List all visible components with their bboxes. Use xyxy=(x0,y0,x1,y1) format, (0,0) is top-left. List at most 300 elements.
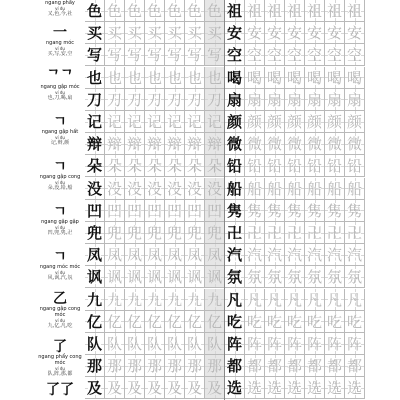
trace-char-cell xyxy=(345,244,365,266)
char-glyph: 九 xyxy=(126,290,142,309)
char-glyph: 色 xyxy=(126,2,142,20)
model-char-cell xyxy=(225,289,245,311)
char-glyph: 安 xyxy=(266,24,282,43)
model-char-cell xyxy=(85,200,105,222)
trace-char-cell xyxy=(305,311,325,333)
char-glyph: 铅 xyxy=(286,157,302,176)
char-glyph: 隽 xyxy=(226,201,242,220)
char-glyph: 凡 xyxy=(326,290,342,309)
trace-char-cell xyxy=(165,67,185,89)
trace-char-cell xyxy=(205,311,225,333)
char-glyph: 安 xyxy=(326,24,342,43)
char-glyph: 铅 xyxy=(226,157,242,176)
trace-char-cell xyxy=(325,67,345,89)
char-glyph: 色 xyxy=(186,2,202,20)
char-glyph: 那 xyxy=(146,357,162,376)
trace-char-cell xyxy=(125,311,145,333)
trace-char-cell xyxy=(145,111,165,133)
trace-char-cell xyxy=(185,44,205,66)
trace-char-cell xyxy=(265,178,285,200)
char-glyph: 阵 xyxy=(286,335,302,353)
trace-char-cell xyxy=(325,22,345,44)
stroke-legend xyxy=(35,0,85,400)
trace-char-cell xyxy=(305,111,325,133)
char-glyph: 买 xyxy=(186,24,202,43)
char-glyph: 颜 xyxy=(286,113,302,131)
char-glyph: 亿 xyxy=(106,312,122,331)
char-glyph: 队 xyxy=(126,335,142,353)
char-glyph: 也 xyxy=(206,68,222,87)
stroke-glyph: 了 xyxy=(53,339,67,355)
char-glyph: 凡 xyxy=(246,290,262,309)
model-char-cell xyxy=(85,22,105,44)
char-glyph: 及 xyxy=(186,379,202,398)
char-glyph: 喝 xyxy=(226,68,242,87)
char-glyph: 色 xyxy=(146,2,162,20)
char-glyph: 卍 xyxy=(226,224,242,242)
char-glyph: 亿 xyxy=(146,312,162,331)
trace-char-cell xyxy=(245,44,265,66)
char-glyph: 记 xyxy=(186,113,202,131)
char-glyph: 阵 xyxy=(346,335,362,353)
model-char-cell xyxy=(85,289,105,311)
model-char-cell xyxy=(85,44,105,66)
char-glyph: 辩 xyxy=(86,135,102,154)
stroke-name: ngang gập cong xyxy=(39,174,81,180)
char-glyph: 没 xyxy=(86,179,102,198)
stroke-glyph: 乙 xyxy=(53,291,67,307)
trace-char-cell xyxy=(125,333,145,355)
char-glyph: 那 xyxy=(206,357,222,376)
trace-char-cell xyxy=(325,355,345,377)
trace-char-cell xyxy=(265,67,285,89)
trace-char-cell xyxy=(125,67,145,89)
trace-char-cell xyxy=(245,111,265,133)
char-glyph: 都 xyxy=(266,357,282,376)
trace-char-cell xyxy=(305,89,325,111)
trace-char-cell xyxy=(105,133,125,155)
trace-char-cell xyxy=(185,89,205,111)
example-label: ví dụ xyxy=(55,366,65,371)
trace-char-cell xyxy=(285,333,305,355)
char-glyph: 兜 xyxy=(126,224,142,242)
trace-char-cell xyxy=(145,178,165,200)
trace-char-cell xyxy=(265,222,285,244)
char-glyph: 及 xyxy=(206,379,222,398)
trace-char-cell xyxy=(165,200,185,222)
char-glyph: 阵 xyxy=(266,335,282,353)
trace-char-cell xyxy=(125,111,145,133)
char-glyph: 凤 xyxy=(186,246,202,265)
char-glyph: 刀 xyxy=(126,90,142,109)
char-glyph: 凹 xyxy=(186,201,202,220)
trace-char-cell xyxy=(105,67,125,89)
trace-char-cell xyxy=(165,266,185,288)
trace-char-cell xyxy=(145,155,165,177)
char-glyph: 讽 xyxy=(126,268,142,287)
char-glyph: 辩 xyxy=(206,135,222,154)
char-glyph: 微 xyxy=(286,135,302,154)
char-glyph: 没 xyxy=(186,179,202,198)
char-glyph: 微 xyxy=(306,135,322,154)
char-glyph: 没 xyxy=(106,179,122,198)
trace-char-cell xyxy=(285,355,305,377)
char-glyph: 安 xyxy=(346,24,362,43)
char-glyph: 卍 xyxy=(306,224,322,242)
char-glyph: 汽 xyxy=(346,246,362,265)
trace-char-cell xyxy=(305,244,325,266)
char-glyph: 氛 xyxy=(346,268,362,287)
char-glyph: 喝 xyxy=(286,68,302,87)
trace-char-cell xyxy=(265,133,285,155)
char-glyph: 九 xyxy=(106,290,122,309)
char-glyph: 写 xyxy=(146,46,162,65)
trace-char-cell xyxy=(345,67,365,89)
char-glyph: 隽 xyxy=(266,201,282,220)
char-glyph: 九 xyxy=(186,290,202,309)
trace-char-cell xyxy=(325,89,345,111)
char-glyph: 氛 xyxy=(286,268,302,287)
trace-char-cell xyxy=(285,244,305,266)
trace-char-cell xyxy=(185,244,205,266)
char-glyph: 队 xyxy=(166,335,182,353)
char-glyph: 喝 xyxy=(266,68,282,87)
trace-char-cell xyxy=(325,289,345,311)
char-glyph: 安 xyxy=(286,24,302,43)
trace-char-cell xyxy=(165,178,185,200)
trace-char-cell xyxy=(305,44,325,66)
example-label: ví dụ xyxy=(55,135,65,140)
trace-char-cell xyxy=(245,89,265,111)
model-char-cell xyxy=(225,244,245,266)
trace-char-cell xyxy=(345,89,365,111)
char-glyph: 刀 xyxy=(186,90,202,109)
char-glyph: 扇 xyxy=(286,90,302,109)
trace-char-cell xyxy=(285,222,305,244)
trace-char-cell xyxy=(145,0,165,22)
model-char-cell xyxy=(85,266,105,288)
char-glyph: 兜 xyxy=(206,224,222,242)
model-char-cell xyxy=(85,155,105,177)
trace-char-cell xyxy=(205,0,225,22)
char-glyph: 空 xyxy=(306,46,322,65)
char-glyph: 扇 xyxy=(346,90,362,109)
stroke-name: ngang gập cong móc xyxy=(39,306,81,318)
trace-char-cell xyxy=(165,89,185,111)
example-label: ví dụ xyxy=(55,225,65,230)
model-char-cell xyxy=(225,22,245,44)
trace-char-cell xyxy=(265,244,285,266)
trace-char-cell xyxy=(145,377,165,399)
model-char-cell xyxy=(85,0,105,22)
trace-char-cell xyxy=(305,200,325,222)
char-glyph: 凤 xyxy=(166,246,182,265)
trace-char-cell xyxy=(105,155,125,177)
trace-char-cell xyxy=(285,377,305,399)
char-glyph: 隽 xyxy=(346,201,362,220)
trace-char-cell xyxy=(205,44,225,66)
trace-char-cell xyxy=(105,377,125,399)
char-glyph: 凡 xyxy=(306,290,322,309)
char-glyph: 朵 xyxy=(206,157,222,176)
trace-char-cell xyxy=(345,200,365,222)
char-glyph: 阵 xyxy=(306,335,322,353)
char-glyph: 铅 xyxy=(326,157,342,176)
char-glyph: 氛 xyxy=(226,268,242,287)
trace-char-cell xyxy=(105,0,125,22)
char-glyph: 空 xyxy=(266,46,282,65)
char-glyph: 吃 xyxy=(266,312,282,331)
trace-char-cell xyxy=(125,377,145,399)
char-glyph: 及 xyxy=(106,379,122,398)
char-glyph: 凡 xyxy=(286,290,302,309)
trace-char-cell xyxy=(205,289,225,311)
trace-char-cell xyxy=(125,266,145,288)
trace-char-cell xyxy=(325,178,345,200)
trace-char-cell xyxy=(285,0,305,22)
char-glyph: 船 xyxy=(306,179,322,198)
trace-char-cell xyxy=(325,155,345,177)
char-glyph: 凹 xyxy=(106,201,122,220)
model-char-cell xyxy=(225,111,245,133)
trace-char-cell xyxy=(285,200,305,222)
char-glyph: 扇 xyxy=(326,90,342,109)
model-char-cell xyxy=(225,178,245,200)
char-glyph: 吃 xyxy=(286,312,302,331)
model-char-cell xyxy=(85,311,105,333)
char-glyph: 卍 xyxy=(266,224,282,242)
char-glyph: 写 xyxy=(186,46,202,65)
char-glyph: 阵 xyxy=(226,335,242,353)
column-divider xyxy=(224,0,225,400)
trace-char-cell xyxy=(145,266,165,288)
stroke-name: ngang gập móc xyxy=(40,84,80,90)
trace-char-cell xyxy=(325,311,345,333)
trace-char-cell xyxy=(305,133,325,155)
char-glyph: 选 xyxy=(246,379,262,398)
trace-char-cell xyxy=(105,311,125,333)
char-glyph: 辩 xyxy=(126,135,142,154)
trace-char-cell xyxy=(165,244,185,266)
char-glyph: 微 xyxy=(266,135,282,154)
char-glyph: 讽 xyxy=(186,268,202,287)
char-glyph: 兜 xyxy=(146,224,162,242)
char-glyph: 也 xyxy=(146,68,162,87)
trace-char-cell xyxy=(105,266,125,288)
char-glyph: 汽 xyxy=(286,246,302,265)
trace-char-cell xyxy=(285,311,305,333)
trace-char-cell xyxy=(105,178,125,200)
char-glyph: 朵 xyxy=(186,157,202,176)
trace-char-cell xyxy=(205,266,225,288)
char-glyph: 氛 xyxy=(326,268,342,287)
trace-char-cell xyxy=(265,0,285,22)
trace-char-cell xyxy=(125,44,145,66)
trace-char-cell xyxy=(185,133,205,155)
char-glyph: 吃 xyxy=(246,312,262,331)
model-char-cell xyxy=(85,355,105,377)
example-chars: 九,亿,凡,吃 xyxy=(47,323,73,329)
trace-char-cell xyxy=(345,266,365,288)
char-glyph: 凤 xyxy=(126,246,142,265)
trace-char-cell xyxy=(145,200,165,222)
trace-char-cell xyxy=(125,89,145,111)
example-label: ví dụ xyxy=(55,318,65,323)
trace-char-cell xyxy=(245,178,265,200)
stroke-glyph: ㄱ xyxy=(53,204,67,220)
char-glyph: 色 xyxy=(206,2,222,20)
trace-char-cell xyxy=(145,244,165,266)
char-glyph: 也 xyxy=(86,68,102,87)
char-glyph: 阵 xyxy=(246,335,262,353)
char-glyph: 买 xyxy=(106,24,122,43)
char-glyph: 买 xyxy=(166,24,182,43)
char-glyph: 凹 xyxy=(166,201,182,220)
example-chars: 风,讽,汽,氛 xyxy=(47,275,73,281)
model-char-cell xyxy=(225,311,245,333)
trace-char-cell xyxy=(165,0,185,22)
stroke-name: ngang phẩy xyxy=(45,0,75,6)
char-glyph: 吃 xyxy=(306,312,322,331)
char-glyph: 刀 xyxy=(166,90,182,109)
trace-char-cell xyxy=(205,244,225,266)
trace-char-cell xyxy=(245,222,265,244)
char-glyph: 朵 xyxy=(126,157,142,176)
char-glyph: 记 xyxy=(106,113,122,131)
trace-char-cell xyxy=(345,22,365,44)
char-glyph: 卍 xyxy=(346,224,362,242)
char-glyph: 买 xyxy=(126,24,142,43)
trace-char-cell xyxy=(265,200,285,222)
char-glyph: 祖 xyxy=(226,2,242,20)
trace-char-cell xyxy=(265,333,285,355)
char-glyph: 兜 xyxy=(106,224,122,242)
model-char-cell xyxy=(85,333,105,355)
trace-char-cell xyxy=(265,377,285,399)
char-glyph: 刀 xyxy=(106,90,122,109)
char-glyph: 也 xyxy=(166,68,182,87)
trace-char-cell xyxy=(245,333,265,355)
trace-char-cell xyxy=(125,0,145,22)
char-glyph: 安 xyxy=(226,24,242,43)
stroke-name: ngang gập gập xyxy=(41,219,79,225)
trace-char-cell xyxy=(185,311,205,333)
char-glyph: 九 xyxy=(146,290,162,309)
trace-char-cell xyxy=(125,222,145,244)
char-glyph: 卍 xyxy=(246,224,262,242)
trace-char-cell xyxy=(345,289,365,311)
char-glyph: 朵 xyxy=(166,157,182,176)
char-glyph: 铅 xyxy=(246,157,262,176)
stroke-glyph: ㄱ xyxy=(53,159,67,175)
stroke-row-9 xyxy=(35,340,85,377)
trace-char-cell xyxy=(185,333,205,355)
char-glyph: 九 xyxy=(86,290,102,309)
char-glyph: 辩 xyxy=(146,135,162,154)
char-glyph: 微 xyxy=(226,135,242,154)
char-glyph: 喝 xyxy=(306,68,322,87)
trace-char-cell xyxy=(245,311,265,333)
trace-char-cell xyxy=(305,67,325,89)
trace-char-cell xyxy=(345,377,365,399)
example-chars: 记,辩,颜 xyxy=(50,140,70,146)
char-glyph: 也 xyxy=(186,68,202,87)
trace-char-cell xyxy=(165,155,185,177)
char-glyph: 喝 xyxy=(346,68,362,87)
trace-char-cell xyxy=(125,178,145,200)
trace-char-cell xyxy=(305,222,325,244)
char-glyph: 凹 xyxy=(146,201,162,220)
char-glyph: 及 xyxy=(86,379,102,398)
char-glyph: 朵 xyxy=(146,157,162,176)
stroke-glyph: 一 xyxy=(53,25,67,41)
char-glyph: 氛 xyxy=(306,268,322,287)
char-glyph: 队 xyxy=(206,335,222,353)
stroke-row-6 xyxy=(35,205,85,236)
char-glyph: 兜 xyxy=(186,224,202,242)
char-glyph: 船 xyxy=(266,179,282,198)
trace-char-cell xyxy=(285,22,305,44)
char-glyph: 卍 xyxy=(286,224,302,242)
trace-char-cell xyxy=(165,311,185,333)
char-glyph: 记 xyxy=(146,113,162,131)
trace-char-cell xyxy=(285,111,305,133)
trace-char-cell xyxy=(345,0,365,22)
trace-char-cell xyxy=(185,377,205,399)
char-glyph: 买 xyxy=(86,24,102,43)
stroke-row-5 xyxy=(35,160,85,191)
trace-char-cell xyxy=(305,0,325,22)
trace-char-cell xyxy=(145,333,165,355)
stroke-glyph: ㄱ xyxy=(53,249,67,265)
stroke-row-4 xyxy=(35,115,85,146)
trace-char-cell xyxy=(105,244,125,266)
char-glyph: 颜 xyxy=(346,113,362,131)
char-glyph: 船 xyxy=(246,179,262,198)
char-glyph: 讽 xyxy=(146,268,162,287)
char-glyph: 选 xyxy=(346,379,362,398)
model-char-cell xyxy=(85,377,105,399)
char-glyph: 兜 xyxy=(86,224,102,242)
char-glyph: 都 xyxy=(346,357,362,376)
stroke-row-3 xyxy=(35,70,85,101)
char-glyph: 那 xyxy=(106,357,122,376)
trace-char-cell xyxy=(185,155,205,177)
char-glyph: 写 xyxy=(86,46,102,65)
model-char-cell xyxy=(85,133,105,155)
stroke-row-1 xyxy=(35,0,85,17)
char-glyph: 祖 xyxy=(306,2,322,20)
trace-char-cell xyxy=(325,111,345,133)
trace-char-cell xyxy=(205,200,225,222)
char-glyph: 及 xyxy=(166,379,182,398)
trace-char-cell xyxy=(145,311,165,333)
trace-char-cell xyxy=(185,111,205,133)
char-glyph: 隽 xyxy=(246,201,262,220)
char-glyph: 记 xyxy=(126,113,142,131)
trace-char-cell xyxy=(205,22,225,44)
model-char-cell xyxy=(85,111,105,133)
char-glyph: 辩 xyxy=(186,135,202,154)
trace-char-cell xyxy=(325,133,345,155)
trace-char-cell xyxy=(145,222,165,244)
trace-char-cell xyxy=(285,67,305,89)
stroke-row-2 xyxy=(35,26,85,57)
trace-char-cell xyxy=(305,333,325,355)
model-char-cell xyxy=(225,200,245,222)
char-glyph: 队 xyxy=(106,335,122,353)
char-glyph: 安 xyxy=(306,24,322,43)
